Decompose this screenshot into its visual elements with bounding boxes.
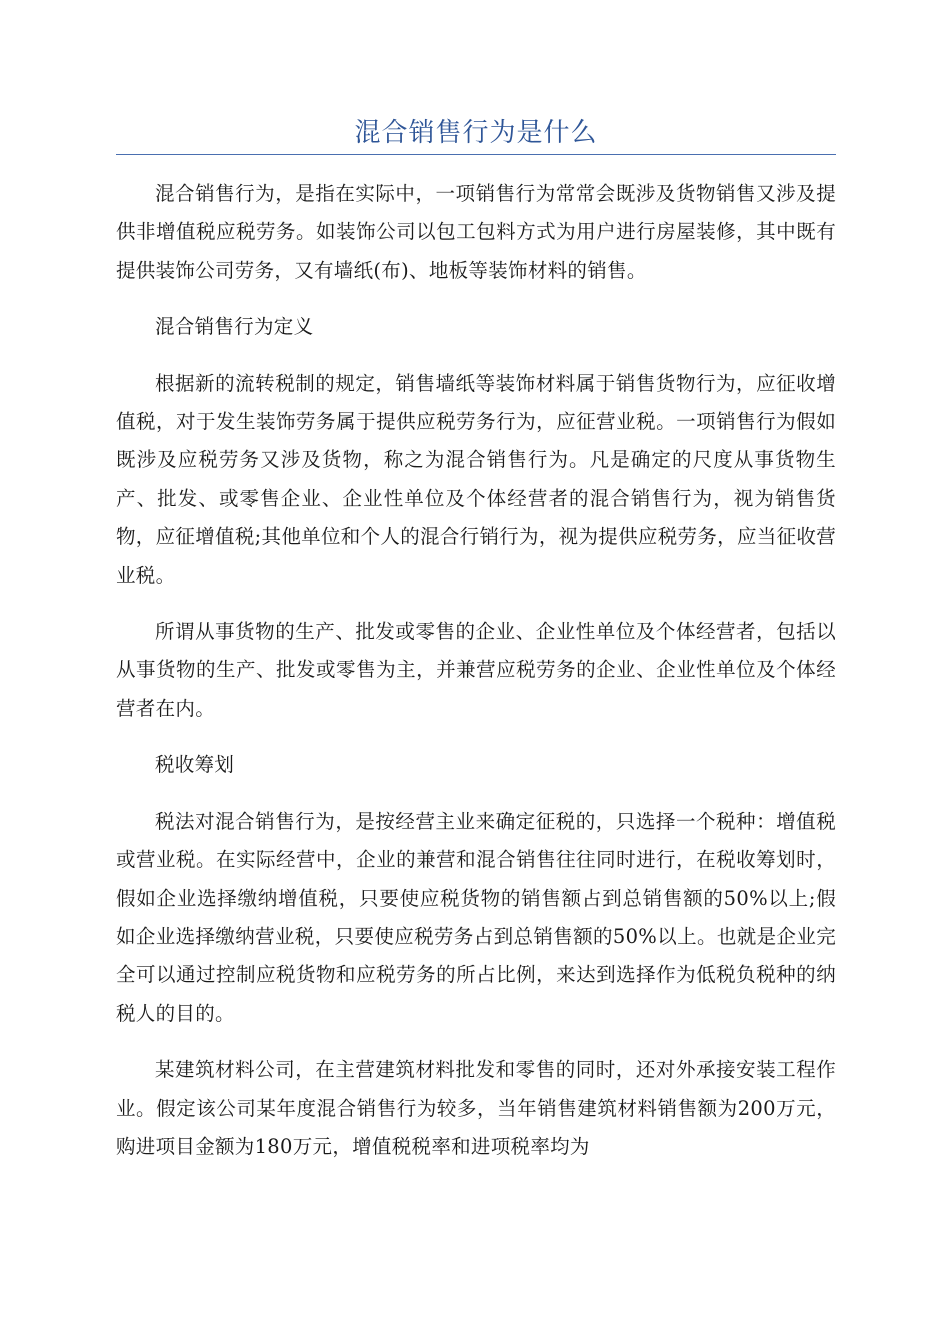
- section-heading-definition: 混合销售行为定义: [155, 315, 314, 339]
- paragraph-tax-planning: 税法对混合销售行为，是按经营主业来确定征税的，只选择一个税种：增值税或营业税。在实际经营中，企业的兼营和混合销售往往同时进行，在税收筹划时，假如企业选择缴纳增值税，只要使应税货物的销售额占到总销售额的50%以上;假如企业选择缴纳营业税，只要使应税劳务占到总销售额的50%以上。也就是企业完全可以通过控制应税货物和应税劳务的所占比例，来达到选择作为低税负税种的纳税人的目的。: [116, 809, 836, 1025]
- document-page: [116, 112, 836, 1184]
- paragraph-intro: 混合销售行为，是指在实际中，一项销售行为常常会既涉及货物销售又涉及提供非增值税应税劳务。如装饰公司以包工包料方式为用户进行房屋装修，其中既有提供装饰公司劳务，又有墙纸(布)、地板等装饰材料的销售。: [116, 182, 836, 282]
- document-title: 混合销售行为是什么: [354, 118, 598, 148]
- paragraph-example: 某建筑材料公司，在主营建筑材料批发和零售的同时，还对外承接安装工程作业。假定该公司某年度混合销售行为较多，当年销售建筑材料销售额为200万元，购进项目金额为180万元，增值税税率和进项税率均为: [116, 1058, 836, 1158]
- section-heading-tax-planning: 税收筹划: [155, 753, 235, 777]
- title-underline: [116, 154, 836, 155]
- paragraph-definition: 根据新的流转税制的规定，销售墙纸等装饰材料属于销售货物行为，应征收增值税，对于发生装饰劳务属于提供应税劳务行为，应征营业税。一项销售行为假如既涉及应税劳务又涉及货物，称之为混合销售行为。凡是确定的尺度从事货物生产、批发、或零售企业、企业性单位及个体经营者的混合销售行为，视为销售货物，应征增值税;其他单位和个人的混合行销行为，视为提供应税劳务，应当征收营业税。: [116, 371, 836, 587]
- paragraph-scope: 所谓从事货物的生产、批发或零售的企业、企业性单位及个体经营者，包括以从事货物的生产、批发或零售为主，并兼营应税劳务的企业、企业性单位及个体经营者在内。: [116, 620, 836, 720]
